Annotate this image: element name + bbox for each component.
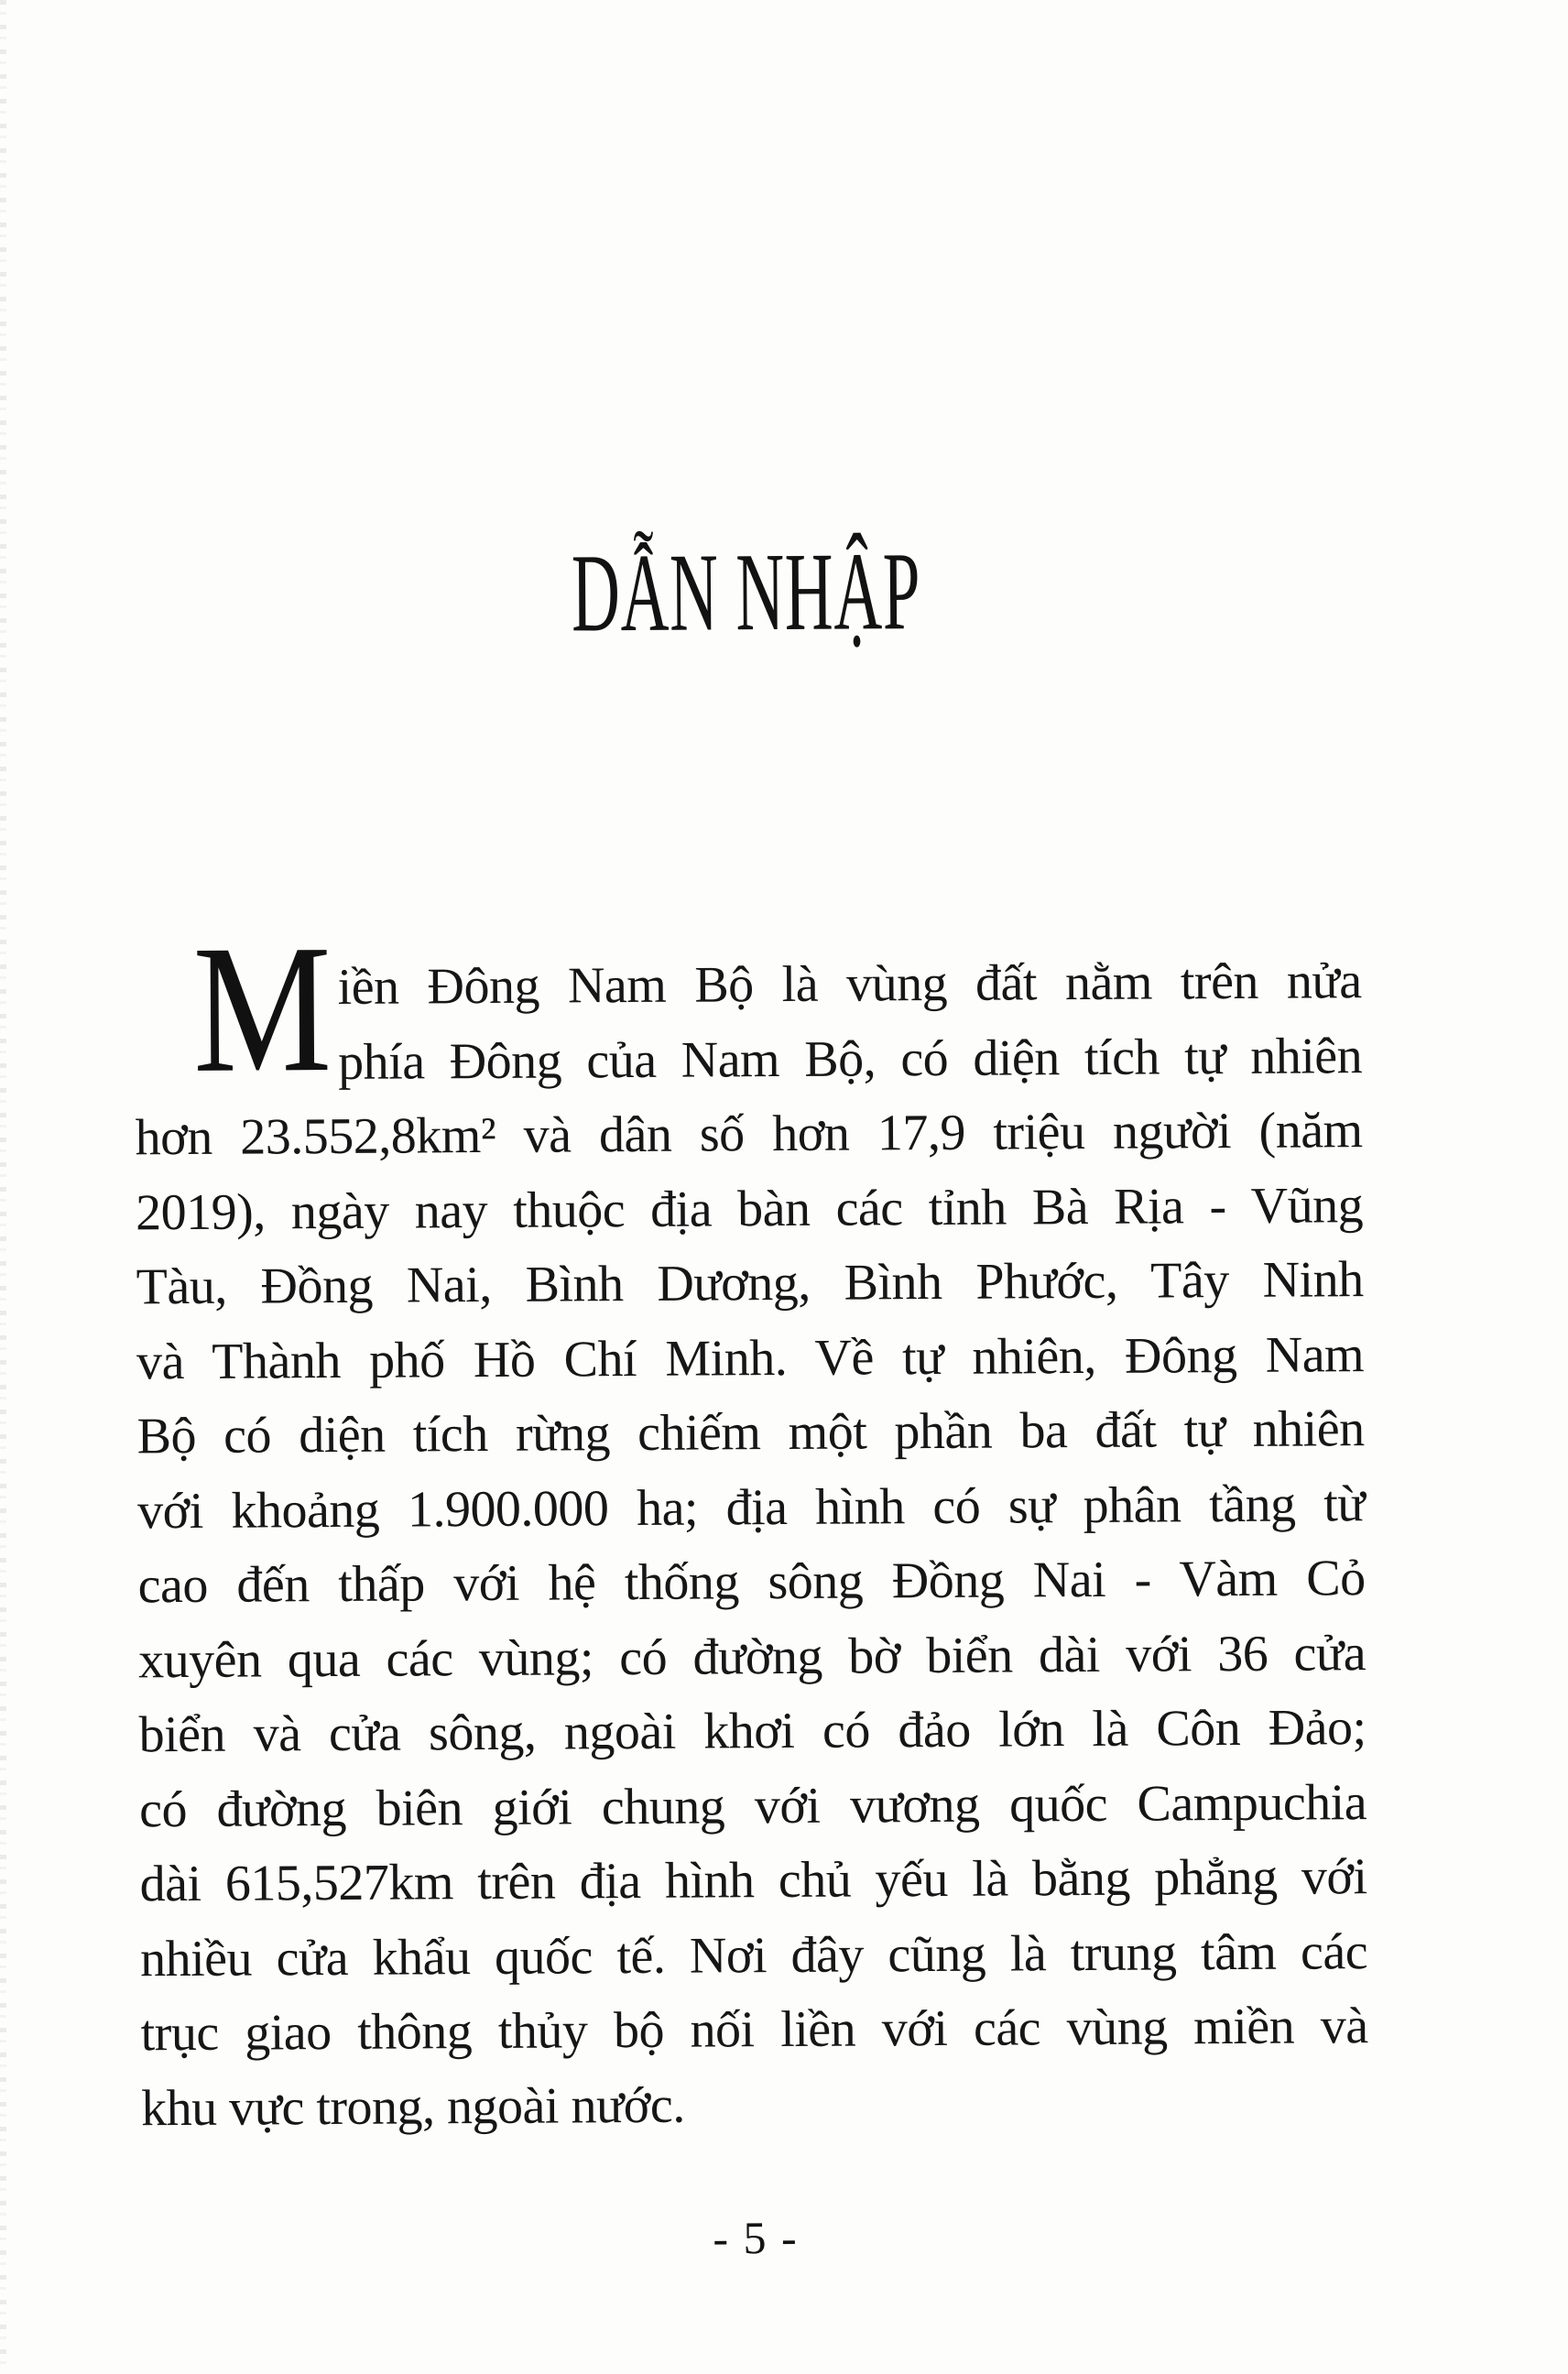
paragraph-line: trục giao thông thủy bộ nối liền với các vùng miền và [140, 1998, 1368, 2063]
paragraph-line: phía Đông của Nam Bộ, có diện tích tự nhiên [337, 1027, 1363, 1091]
paragraph-line: dài 615,527km trên địa hình chủ yếu là bằng phẳng với [139, 1848, 1367, 1913]
paragraph-line: cao đến thấp với hệ thống sông Đồng Nai - Vàm Cỏ [137, 1550, 1366, 1615]
paragraph-line: biển và cửa sông, ngoài khơi có đảo lớn là Côn Đảo; [138, 1699, 1367, 1764]
paragraph-line: iền Đông Nam Bộ là vùng đất nằm trên nửa [337, 953, 1362, 1016]
page-number: - 5 - [713, 2211, 799, 2264]
paragraph-line: Tàu, Đồng Nai, Bình Dương, Bình Phước, Tây Ninh [136, 1251, 1364, 1316]
paragraph-line: xuyên qua các vùng; có đường bờ biển dài với 36 cửa [137, 1624, 1367, 1689]
chapter-title [132, 529, 1360, 656]
paragraph-line: khu vực trong, ngoài nước. [140, 2076, 685, 2137]
paragraph-line: và Thành phố Hồ Chí Minh. Về tự nhiên, Đông Nam [136, 1325, 1365, 1390]
paragraph-line: hơn 23.552,8km² và dân số hơn 17,9 triệu người (năm [135, 1102, 1363, 1167]
paragraph-line: có đường biên giới chung với vương quốc Campuchia [138, 1773, 1367, 1838]
chapter-title-text: DẪN NHẬP [571, 529, 920, 656]
paragraph-line: Bộ có diện tích rừng chiếm một phần ba đất tự nhiên [136, 1400, 1365, 1465]
paragraph-line: nhiều cửa khẩu quốc tế. Nơi đây cũng là trung tâm các [139, 1922, 1368, 1987]
drop-cap: M [192, 908, 332, 1111]
paragraph-line: 2019), ngày nay thuộc địa bàn các tỉnh Bà Rịa - Vũng [135, 1176, 1364, 1241]
body-paragraph [134, 908, 1368, 2146]
paragraph-line: với khoảng 1.900.000 ha; địa hình có sự phân tầng từ [136, 1475, 1366, 1540]
